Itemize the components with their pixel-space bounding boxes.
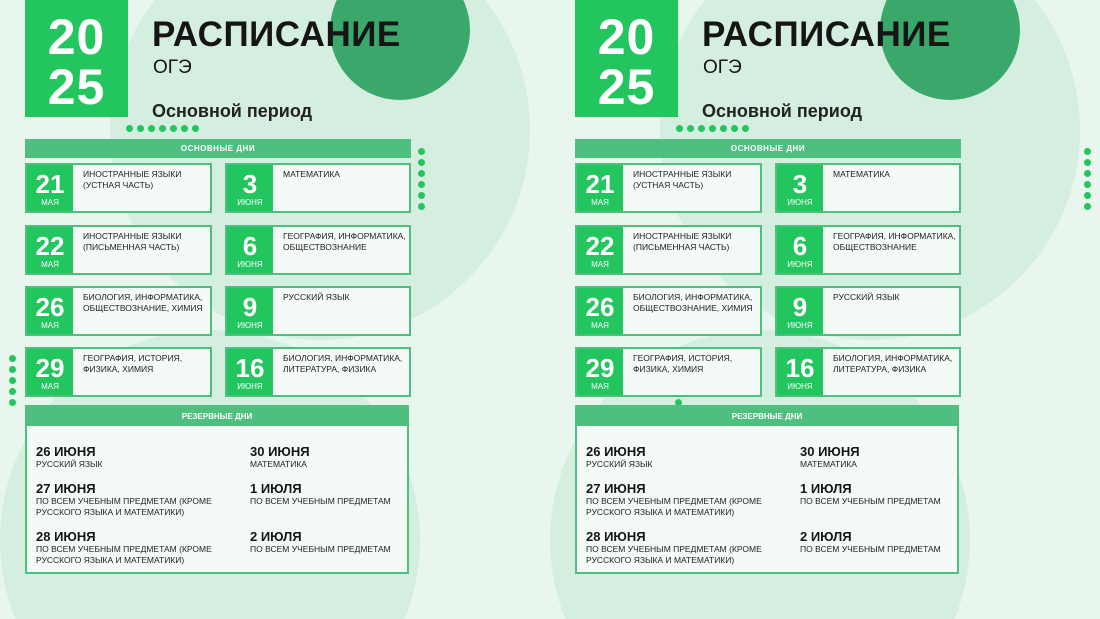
exam-card [25, 286, 212, 336]
exam-subject: МАТЕМАТИКА [283, 169, 340, 179]
year-top: 20 [47, 9, 106, 65]
exam-subject: ИНОСТРАННЫЕ ЯЗЫКИ (ПИСЬМЕННАЯ ЧАСТЬ) [83, 231, 182, 252]
period-heading: Основной период [702, 101, 863, 121]
year-bottom: 25 [597, 59, 656, 115]
main-days-header: ОСНОВНЫЕ ДНИ [25, 139, 411, 158]
decor-dots [1084, 148, 1091, 210]
exam-card [575, 163, 762, 213]
page-title: РАСПИСАНИЕ [152, 15, 401, 54]
exam-subject: МАТЕМАТИКА [833, 169, 890, 179]
reserve-item: 30 ИЮНЯ МАТЕМАТИКА [250, 444, 310, 469]
main-days-header: ОСНОВНЫЕ ДНИ [575, 139, 961, 158]
exam-subject: БИОЛОГИЯ, ИНФОРМАТИКА, ЛИТЕРАТУРА, ФИЗИКА [833, 353, 953, 374]
reserve-item: 27 ИЮНЯ ПО ВСЕМ УЧЕБНЫМ ПРЕДМЕТАМ (КРОМЕ РУССКОГО ЯЗЫКА И МАТЕМАТИКИ) [36, 481, 212, 517]
reserve-item: 1 ИЮЛЯ ПО ВСЕМ УЧЕБНЫМ ПРЕДМЕТАМ [250, 481, 391, 506]
exam-card [575, 225, 762, 275]
reserve-days-panel [575, 405, 959, 574]
exam-subject: ИНОСТРАННЫЕ ЯЗЫКИ (УСТНАЯ ЧАСТЬ) [83, 169, 182, 190]
reserve-item: 1 ИЮЛЯ ПО ВСЕМ УЧЕБНЫМ ПРЕДМЕТАМ [800, 481, 941, 506]
schedule-page-right [550, 0, 1100, 619]
exam-subject: ГЕОГРАФИЯ, ИСТОРИЯ, ФИЗИКА, ХИМИЯ [83, 353, 183, 374]
exam-date: 26 МАЯ [577, 288, 623, 334]
reserve-item: 27 ИЮНЯ ПО ВСЕМ УЧЕБНЫМ ПРЕДМЕТАМ (КРОМЕ РУССКОГО ЯЗЫКА И МАТЕМАТИКИ) [586, 481, 762, 517]
exam-card [775, 225, 961, 275]
exam-date: 9 ИЮНЯ [227, 288, 273, 334]
year-top: 20 [597, 9, 656, 65]
reserve-item: 30 ИЮНЯ МАТЕМАТИКА [800, 444, 860, 469]
exam-card [575, 286, 762, 336]
decor-dots [126, 125, 199, 132]
exam-date: 29 МАЯ [27, 349, 73, 395]
year-badge [25, 0, 128, 117]
exam-card [25, 163, 212, 213]
reserve-item: 2 ИЮЛЯ ПО ВСЕМ УЧЕБНЫМ ПРЕДМЕТАМ [250, 529, 391, 554]
exam-date: 3 ИЮНЯ [227, 165, 273, 211]
year-bottom: 25 [47, 59, 106, 115]
page-subtitle: ОГЭ [703, 57, 742, 78]
exam-card [25, 225, 212, 275]
exam-subject: ГЕОГРАФИЯ, ИНФОРМАТИКА, ОБЩЕСТВОЗНАНИЕ [833, 231, 956, 252]
exam-date: 16 ИЮНЯ [777, 349, 823, 395]
exam-card [775, 347, 961, 397]
exam-date: 6 ИЮНЯ [777, 227, 823, 273]
reserve-days-header: РЕЗЕРВНЫЕ ДНИ [577, 407, 957, 426]
decor-dots [9, 355, 16, 406]
exam-date: 21 МАЯ [577, 165, 623, 211]
reserve-days-panel [25, 405, 409, 574]
exam-card [775, 163, 961, 213]
exam-date: 22 МАЯ [577, 227, 623, 273]
exam-date: 21 МАЯ [27, 165, 73, 211]
period-heading: Основной период [152, 101, 313, 121]
exam-date: 9 ИЮНЯ [777, 288, 823, 334]
reserve-item: 2 ИЮЛЯ ПО ВСЕМ УЧЕБНЫМ ПРЕДМЕТАМ [800, 529, 941, 554]
exam-card [225, 347, 411, 397]
exam-subject: ГЕОГРАФИЯ, ИНФОРМАТИКА, ОБЩЕСТВОЗНАНИЕ [283, 231, 406, 252]
exam-subject: РУССКИЙ ЯЗЫК [283, 292, 350, 302]
reserve-item: 28 ИЮНЯ ПО ВСЕМ УЧЕБНЫМ ПРЕДМЕТАМ (КРОМЕ РУССКОГО ЯЗЫКА И МАТЕМАТИКИ) [36, 529, 212, 565]
exam-card [225, 225, 411, 275]
exam-card [25, 347, 212, 397]
exam-date: 29 МАЯ [577, 349, 623, 395]
exam-card [225, 286, 411, 336]
exam-subject: БИОЛОГИЯ, ИНФОРМАТИКА, ОБЩЕСТВОЗНАНИЕ, ХИМИЯ [83, 292, 203, 313]
exam-subject: БИОЛОГИЯ, ИНФОРМАТИКА, ОБЩЕСТВОЗНАНИЕ, ХИМИЯ [633, 292, 753, 313]
exam-date: 26 МАЯ [27, 288, 73, 334]
decor-dots [676, 125, 749, 132]
year-badge [575, 0, 678, 117]
exam-card [775, 286, 961, 336]
exam-subject: ИНОСТРАННЫЕ ЯЗЫКИ (УСТНАЯ ЧАСТЬ) [633, 169, 732, 190]
exam-subject: ГЕОГРАФИЯ, ИСТОРИЯ, ФИЗИКА, ХИМИЯ [633, 353, 733, 374]
exam-subject: БИОЛОГИЯ, ИНФОРМАТИКА, ЛИТЕРАТУРА, ФИЗИКА [283, 353, 403, 374]
exam-card [225, 163, 411, 213]
exam-subject: РУССКИЙ ЯЗЫК [833, 292, 900, 302]
reserve-days-header: РЕЗЕРВНЫЕ ДНИ [27, 407, 407, 426]
decor-dots [418, 148, 425, 210]
exam-date: 16 ИЮНЯ [227, 349, 273, 395]
reserve-item: 26 ИЮНЯ РУССКИЙ ЯЗЫК [586, 444, 653, 469]
reserve-item: 28 ИЮНЯ ПО ВСЕМ УЧЕБНЫМ ПРЕДМЕТАМ (КРОМЕ РУССКОГО ЯЗЫКА И МАТЕМАТИКИ) [586, 529, 762, 565]
page-subtitle: ОГЭ [153, 57, 192, 78]
exam-card [575, 347, 762, 397]
exam-date: 6 ИЮНЯ [227, 227, 273, 273]
exam-date: 3 ИЮНЯ [777, 165, 823, 211]
exam-subject: ИНОСТРАННЫЕ ЯЗЫКИ (ПИСЬМЕННАЯ ЧАСТЬ) [633, 231, 732, 252]
page-title: РАСПИСАНИЕ [702, 15, 951, 54]
exam-date: 22 МАЯ [27, 227, 73, 273]
reserve-item: 26 ИЮНЯ РУССКИЙ ЯЗЫК [36, 444, 103, 469]
